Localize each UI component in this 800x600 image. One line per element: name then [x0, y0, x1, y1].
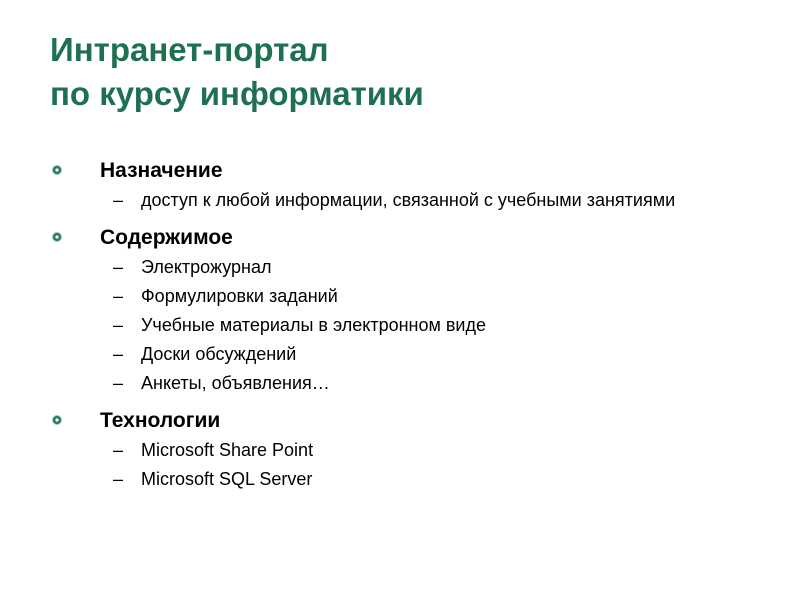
- list-item: [0, 372, 701, 395]
- list-item: [0, 285, 701, 308]
- dash-marker: –: [113, 440, 124, 460]
- green-disc-bullet-icon: [53, 233, 61, 241]
- section-items: [0, 439, 800, 491]
- title-line-2: по курсу информатики: [50, 75, 424, 112]
- section-heading: Содержимое: [100, 226, 233, 249]
- section-contents: [0, 222, 800, 395]
- dash-marker: –: [113, 286, 124, 306]
- section-heading: Назначение: [100, 159, 223, 182]
- section-purpose: [0, 155, 800, 212]
- list-item-text: Microsoft SQL Server: [141, 469, 313, 489]
- section-heading-row: [0, 405, 800, 439]
- section-heading-row: [0, 155, 800, 189]
- list-item: [0, 314, 701, 337]
- green-disc-bullet-icon: [53, 166, 61, 174]
- list-item-text: Microsoft Share Point: [141, 440, 314, 460]
- dash-marker: –: [113, 257, 124, 277]
- dash-marker: –: [113, 315, 124, 335]
- dash-marker: –: [113, 344, 124, 364]
- title-line-1: Интранет-портал: [50, 31, 329, 68]
- section-items: [0, 256, 800, 395]
- list-item: [0, 468, 701, 491]
- list-item-text: Учебные материалы в электронном виде: [141, 315, 486, 335]
- list-item: [0, 343, 701, 366]
- list-item: [0, 256, 701, 279]
- slide-title: [50, 28, 770, 116]
- list-item-text: Анкеты, объявления…: [141, 373, 330, 393]
- list-item-text: Электрожурнал: [141, 257, 272, 277]
- section-items: [0, 189, 800, 212]
- list-item: [0, 439, 701, 462]
- section-heading: Технологии: [100, 409, 221, 432]
- green-disc-bullet-icon: [53, 416, 61, 424]
- list-item-text: Формулировки заданий: [141, 286, 338, 306]
- dash-marker: –: [113, 190, 124, 210]
- dash-marker: –: [113, 373, 124, 393]
- dash-marker: –: [113, 469, 124, 489]
- list-item-text: Доски обсуждений: [141, 344, 297, 364]
- list-item: [0, 189, 701, 212]
- list-item-text: доступ к любой информации, связанной с учебными занятиями: [141, 190, 676, 210]
- slide-content: [0, 155, 800, 497]
- section-technologies: [0, 405, 800, 491]
- section-heading-row: [0, 222, 800, 256]
